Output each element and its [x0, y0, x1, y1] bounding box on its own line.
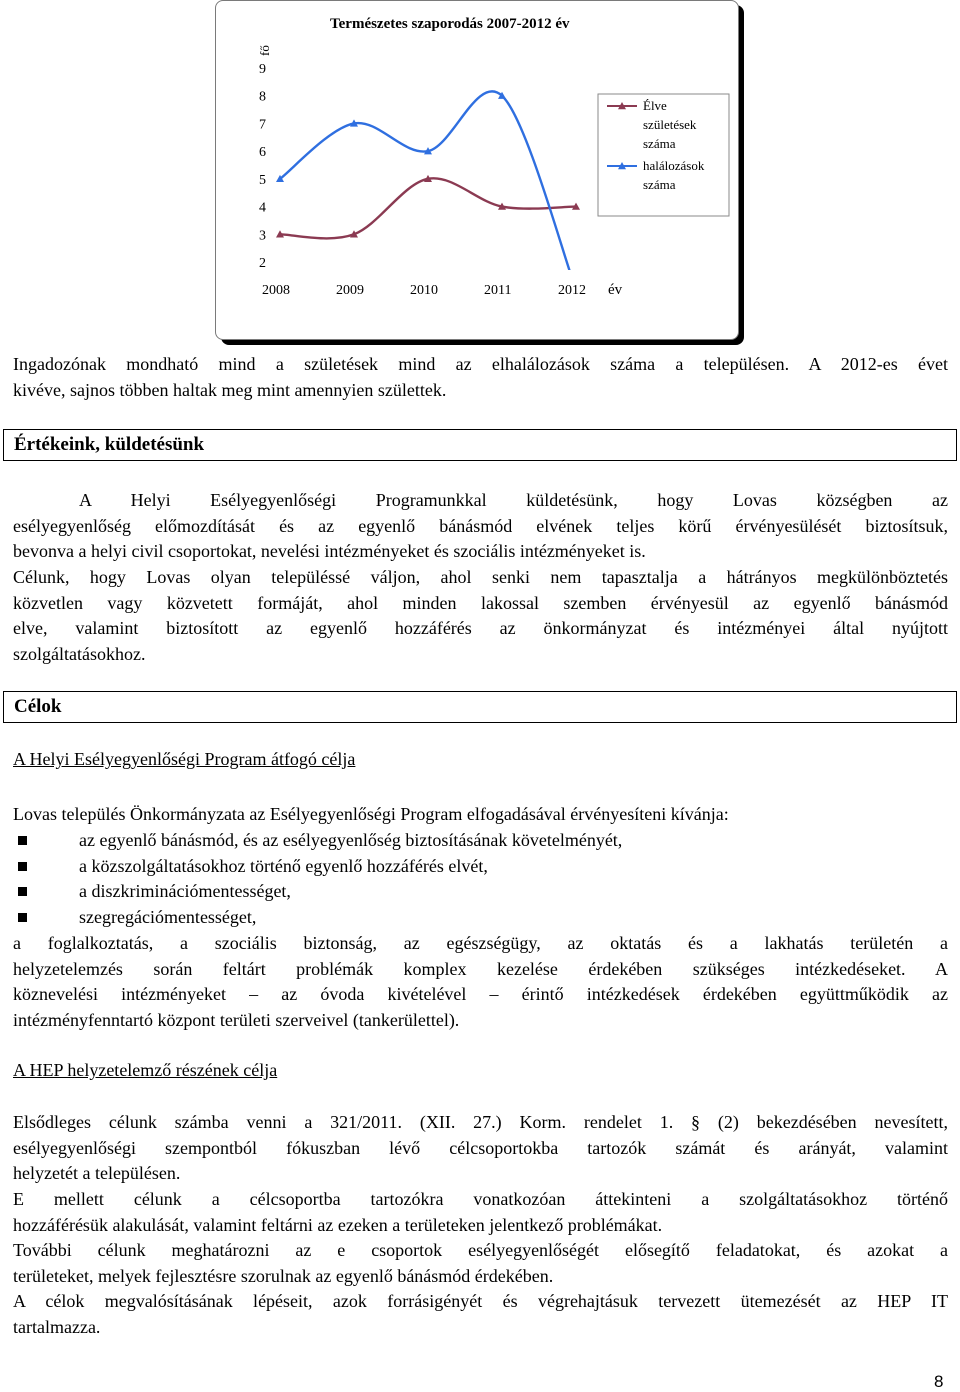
text-line: elve, valamint biztosított az egyenlő hozzáférés az önkormányzat és intézményei által nyújtott — [13, 618, 948, 639]
bullet-square-icon — [18, 887, 27, 896]
text-line: esélyegyenlőség előmozdítását és az egyenlő bánásmód elvének teljes körű érvényesülését biztosítsuk, — [13, 515, 948, 536]
text-line: területeket, melyek fejlesztésre szorulnak az egyenlő bánásmód érdekében. — [13, 1265, 554, 1286]
text-line: További célunk meghatározni az e csoportok esélyegyenlőségét elősegítő feladatokat, és azokat a — [13, 1240, 948, 1260]
text-line: közvetlen vagy közvetett formáját, ahol minden lakossal szemben érvényesül az egyenlő bánásmód — [13, 592, 948, 613]
section-heading-goals — [3, 691, 957, 723]
y-tick-label: 3 — [259, 228, 266, 244]
text-line: a foglalkoztatás, a szociális biztonság, az egészségügy, az oktatás és a lakhatás területén a — [13, 933, 948, 953]
x-tick-label: 2010 — [410, 283, 438, 298]
text-line: kivéve, sajnos többen haltak meg mint amennyien születtek. — [13, 379, 447, 400]
text-line: helyzetét a településen. — [13, 1163, 181, 1184]
text-line: esélyegyenlőségi szempontból fókuszban lévő célcsoportokba tartozók számát és arányát, valamint — [13, 1137, 948, 1158]
text-line: intézményfenntartó központ területi szerveivel (tankerülettel). — [13, 1009, 460, 1030]
secondary-goal-paragraph — [13, 1187, 948, 1238]
section-title: Értékeink, küldetésünk — [14, 434, 205, 455]
subheading-overall-goal: A Helyi Esélyegyenlőségi Program átfogó célja — [13, 749, 356, 769]
legend-label: Élve születések száma — [643, 98, 697, 151]
list-item-text: szegregációmentességet, — [79, 906, 257, 927]
chart-title: Természetes szaporodás 2007-2012 év — [330, 16, 570, 32]
legend — [598, 94, 729, 216]
series-line — [280, 178, 576, 238]
lead-paragraph — [13, 802, 948, 828]
x-tick-label: 2011 — [484, 283, 512, 298]
list-item — [13, 879, 948, 905]
list-item — [13, 854, 948, 880]
goals-list — [13, 828, 948, 930]
text-line: Célunk, hogy Lovas olyan településsé váljon, ahol senki nem tapasztalja a hátrányos megkülönböztetés — [13, 567, 948, 587]
text-line: A Helyi Esélyegyenlőségi Programunkkal küldetésünk, hogy Lovas községben az — [79, 490, 948, 510]
text-line: Ingadozónak mondható mind a születések mind az elhalálozások száma a településen. A 2012-es évet — [13, 354, 948, 374]
line-chart — [215, 0, 739, 340]
y-tick-label: 4 — [259, 200, 266, 216]
text-line: Lovas település Önkormányzata az Esélyegyenlőségi Program elfogadásával érvényesíteni kívánja: — [13, 804, 729, 824]
x-axis-label: év — [608, 282, 623, 298]
y-tick-label: 9 — [259, 62, 266, 77]
section-heading-values — [3, 429, 957, 461]
primary-goal-paragraph — [13, 1110, 948, 1187]
text-line: helyzetelemzés során feltárt problémák komplex kezelése érdekében szükséges intézkedéseket. A — [13, 958, 948, 979]
list-item-text: a diszkriminációmentességet, — [79, 881, 291, 902]
y-tick-label: 7 — [259, 117, 266, 133]
text-line: bevonva a helyi civil csoportokat, nevelési intézményeket és szociális intézményeket is. — [13, 541, 646, 562]
page-number: 8 — [934, 1372, 944, 1391]
y-tick-label: 6 — [259, 145, 266, 161]
text-line: E mellett célunk a célcsoportba tartozókra vonatkozóan áttekinteni a szolgáltatásokhoz történő — [13, 1189, 948, 1209]
subheading-hep-analysis: A HEP helyzetelemző részének célja — [13, 1060, 278, 1080]
text-line: szolgáltatásokhoz. — [13, 643, 146, 664]
x-tick-label: 2009 — [336, 283, 364, 298]
list-item-text: az egyenlő bánásmód, és az esélyegyenlőség biztosításának követelményét, — [79, 830, 623, 850]
bullet-square-icon — [18, 836, 27, 845]
y-tick-label: 2 — [259, 256, 266, 271]
list-item-text: a közszolgáltatásokhoz történő egyenlő hozzáférés elvét, — [79, 855, 488, 876]
implementation-paragraph — [13, 1289, 948, 1340]
text-line: hozzáférésük alakulását, valamint feltárni az ezeken a területeken jelentkező problémákat. — [13, 1214, 663, 1235]
list-item — [13, 828, 948, 854]
bullet-square-icon — [18, 913, 27, 922]
mission-paragraph — [13, 488, 948, 565]
section-title: Célok — [14, 696, 62, 717]
bullet-square-icon — [18, 862, 27, 871]
further-goal-paragraph — [13, 1238, 948, 1289]
measures-paragraph — [13, 931, 948, 1033]
series-line — [280, 91, 576, 289]
y-tick-label: 8 — [259, 89, 266, 105]
x-tick-label: 2008 — [262, 283, 290, 298]
text-line: Elsődleges célunk számba venni a 321/2011. (XII. 27.) Korm. rendelet 1. § (2) bekezdésében nevesített, — [13, 1112, 948, 1132]
list-item — [13, 905, 948, 931]
y-tick-label: 5 — [259, 172, 266, 188]
text-line: A célok megvalósításának lépéseit, azok forrásigényét és végrehajtásuk tervezett ütemezését az HEP IT — [13, 1291, 948, 1311]
x-tick-label: 2012 — [558, 283, 586, 298]
text-line: köznevelési intézményeket – az óvoda kivételével – érintő intézkedések érdekében együttműködik az — [13, 984, 948, 1005]
legend-label: halálozások száma — [643, 158, 705, 192]
text-line: tartalmazza. — [13, 1316, 101, 1337]
intro-paragraph — [13, 352, 948, 403]
y-axis-label: fő — [257, 45, 272, 56]
aim-paragraph — [13, 565, 948, 667]
